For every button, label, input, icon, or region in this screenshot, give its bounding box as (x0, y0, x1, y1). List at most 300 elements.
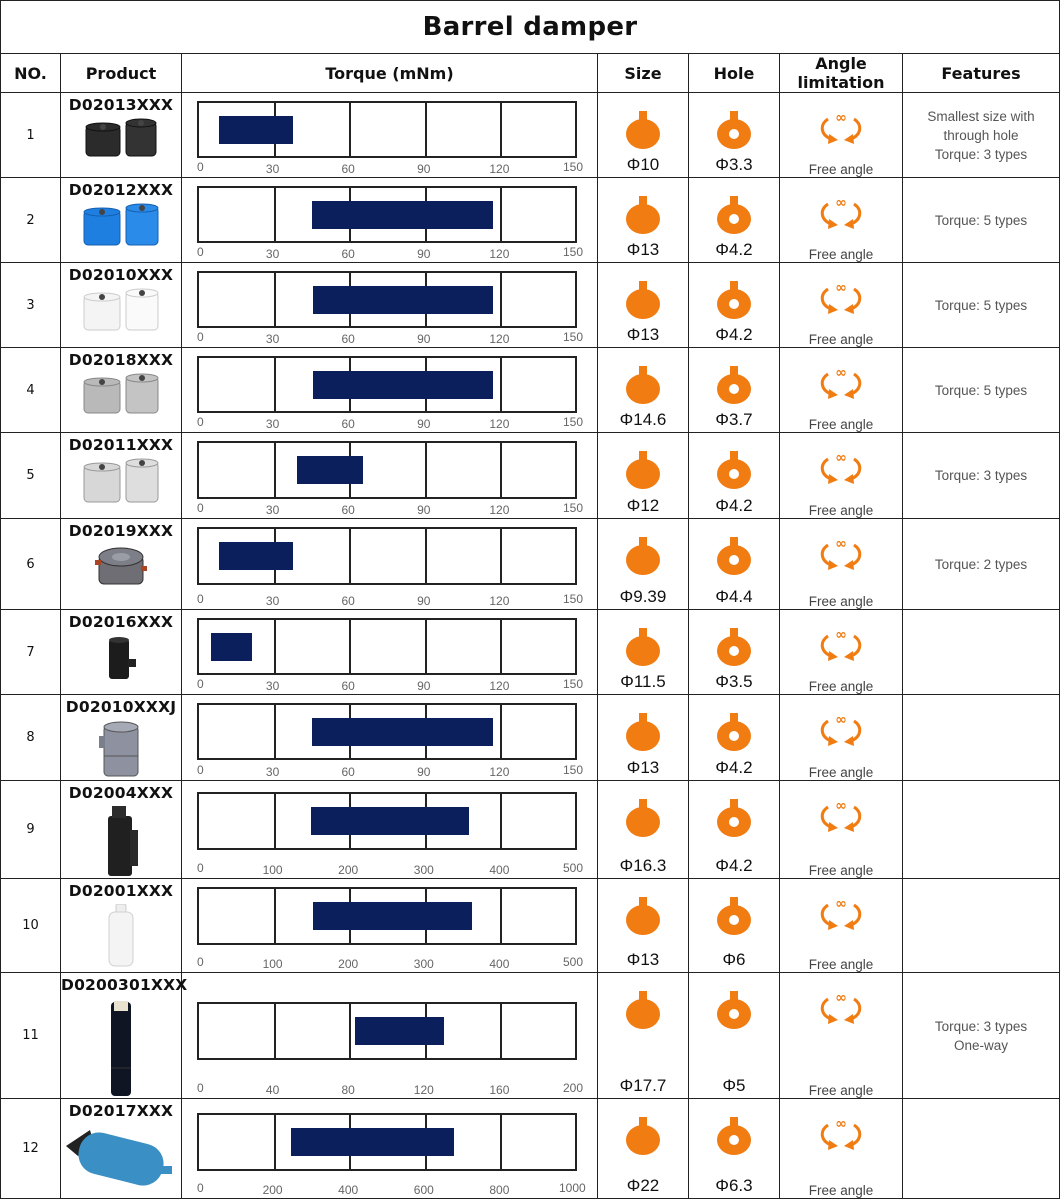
row-number: 6 (1, 519, 61, 610)
hole-cell (689, 973, 780, 1099)
torque-chart-frame (197, 1002, 577, 1060)
angle-label: Free angle (808, 503, 874, 518)
torque-chart (182, 178, 598, 263)
angle-cell (780, 610, 903, 695)
axis-tick-label: 150 (562, 677, 584, 691)
table-title: Barrel damper (1, 1, 1060, 54)
hole-cell (689, 695, 780, 781)
free-angle-icon (817, 1117, 865, 1157)
axis-tick-label: 150 (562, 592, 584, 606)
gridline (349, 1004, 351, 1058)
axis-tick-label: 90 (417, 332, 431, 346)
hole-value: Φ4.2 (715, 325, 753, 344)
axis-tick-label: 60 (341, 417, 355, 431)
gridline (425, 443, 427, 497)
axis-tick-label: 60 (341, 594, 355, 608)
features-cell (903, 1099, 1060, 1199)
axis-tick-label: 30 (265, 765, 280, 779)
axis-tick-label: 400 (489, 957, 510, 971)
table-row-7 (1, 610, 1060, 695)
hole-cell (689, 519, 780, 610)
axis-tick-label: 100 (262, 957, 283, 971)
gridline (500, 103, 502, 156)
torque-axis-ticks (197, 1181, 586, 1197)
free-angle-icon (817, 366, 865, 406)
product-cell (61, 178, 182, 263)
row-number: 10 (1, 879, 61, 973)
svg-text:∞: ∞ (835, 628, 847, 643)
axis-tick-label: 0 (197, 592, 204, 606)
features-cell (903, 433, 1060, 519)
size-icon (625, 713, 661, 757)
size-icon (625, 196, 661, 240)
angle-cell (780, 433, 903, 519)
torque-range-bar (355, 1017, 444, 1045)
hole-icon (716, 111, 752, 155)
svg-text:∞: ∞ (835, 366, 847, 381)
axis-tick-label: 800 (489, 1183, 510, 1197)
svg-text:∞: ∞ (835, 111, 847, 126)
product-code: D02012XXX (68, 181, 174, 199)
torque-chart-frame (197, 792, 577, 850)
size-cell (598, 973, 689, 1099)
feature-line: Torque: 2 types (934, 556, 1028, 572)
axis-tick-label: 90 (417, 247, 431, 261)
axis-tick-label: 150 (562, 501, 584, 515)
row-number: 8 (1, 695, 61, 781)
row-number: 7 (1, 610, 61, 695)
torque-chart (182, 519, 598, 610)
torque-axis-ticks (197, 1081, 584, 1097)
gridline (500, 188, 502, 241)
free-angle-icon (817, 897, 865, 937)
hole-cell (689, 879, 780, 973)
axis-tick-label: 120 (489, 162, 510, 176)
torque-chart-frame (197, 101, 577, 158)
axis-tick-label: 200 (338, 863, 359, 877)
angle-label: Free angle (808, 679, 874, 694)
size-value: Φ14.6 (619, 410, 667, 429)
axis-tick-label: 0 (197, 677, 204, 691)
product-cell (61, 695, 182, 781)
hole-cell (689, 263, 780, 348)
features-cell (903, 610, 1060, 695)
torque-axis-ticks (197, 245, 584, 261)
gridline (274, 273, 276, 326)
torque-chart (182, 610, 598, 695)
axis-tick-label: 30 (265, 332, 280, 346)
free-angle-icon (817, 281, 865, 321)
features-cell (903, 781, 1060, 879)
size-icon (625, 281, 661, 325)
axis-tick-label: 0 (197, 861, 204, 875)
row-number: 12 (1, 1099, 61, 1199)
torque-range-bar (313, 371, 493, 399)
torque-range-bar (313, 286, 493, 314)
torque-range-bar (311, 807, 469, 835)
size-cell (598, 695, 689, 781)
angle-cell (780, 93, 903, 178)
product-cell (61, 348, 182, 433)
size-value: Φ12 (626, 496, 660, 515)
free-angle-icon (817, 111, 865, 151)
hole-cell (689, 610, 780, 695)
axis-tick-label: 30 (265, 679, 280, 693)
features-cell (903, 263, 1060, 348)
torque-range-bar (312, 718, 493, 746)
header-size: Size (598, 54, 689, 93)
angle-label: Free angle (808, 247, 874, 262)
product-image (61, 904, 181, 968)
free-angle-icon (817, 451, 865, 491)
size-value: Φ13 (626, 950, 660, 969)
angle-label: Free angle (808, 957, 874, 972)
axis-tick-label: 120 (413, 1083, 434, 1097)
product-image (61, 1124, 181, 1190)
axis-tick-label: 120 (489, 765, 510, 779)
axis-tick-label: 30 (265, 503, 280, 517)
table-row-9 (1, 781, 1060, 879)
features-cell (903, 519, 1060, 610)
axis-tick-label: 200 (262, 1183, 283, 1197)
size-cell (598, 178, 689, 263)
gridline (274, 1115, 276, 1169)
torque-chart-frame (197, 441, 577, 499)
hole-value: Φ3.3 (715, 155, 753, 174)
gridline (500, 794, 502, 848)
gridline (500, 358, 502, 411)
size-value: Φ17.7 (619, 1076, 667, 1095)
torque-axis-ticks (197, 677, 584, 693)
torque-range-bar (219, 542, 293, 570)
angle-label: Free angle (808, 162, 874, 177)
torque-axis-ticks (197, 592, 584, 608)
torque-chart (182, 348, 598, 433)
size-cell (598, 781, 689, 879)
header-product: Product (61, 54, 182, 93)
feature-line: Smallest size with (927, 108, 1035, 124)
gridline (274, 1004, 276, 1058)
torque-chart (182, 433, 598, 519)
hole-icon (716, 196, 752, 240)
product-code: D02001XXX (68, 882, 174, 900)
axis-tick-label: 150 (562, 330, 584, 344)
hole-cell (689, 433, 780, 519)
product-code: D02011XXX (68, 436, 174, 454)
axis-tick-label: 0 (197, 763, 204, 777)
hole-icon (716, 537, 752, 581)
row-number: 3 (1, 263, 61, 348)
feature-line: One-way (954, 1037, 1009, 1053)
gridline (274, 794, 276, 848)
gridline (500, 620, 502, 673)
product-cell (61, 781, 182, 879)
product-cell (61, 263, 182, 348)
axis-tick-label: 500 (562, 861, 584, 875)
product-cell (61, 879, 182, 973)
axis-tick-label: 30 (265, 594, 280, 608)
gridline (349, 103, 351, 156)
svg-text:∞: ∞ (835, 451, 847, 466)
torque-chart (182, 263, 598, 348)
size-value: Φ13 (626, 325, 660, 344)
table-row-1 (1, 93, 1060, 178)
axis-tick-label: 150 (562, 245, 584, 259)
hole-cell (689, 178, 780, 263)
torque-range-bar (211, 633, 252, 661)
size-value: Φ13 (626, 240, 660, 259)
axis-tick-label: 0 (197, 955, 204, 969)
product-code: D02010XXX (68, 266, 174, 284)
torque-chart-frame (197, 1113, 577, 1171)
features-cell (903, 879, 1060, 973)
hole-value: Φ4.4 (715, 587, 753, 606)
gridline (500, 1115, 502, 1169)
size-value: Φ22 (626, 1176, 660, 1195)
product-image (61, 998, 181, 1098)
gridline (274, 705, 276, 758)
torque-chart (182, 1099, 598, 1199)
free-angle-icon (817, 537, 865, 577)
axis-tick-label: 60 (341, 332, 355, 346)
axis-tick-label: 300 (413, 957, 434, 971)
size-cell (598, 1099, 689, 1199)
feature-line: Torque: 3 types (934, 468, 1028, 483)
hole-icon (716, 366, 752, 410)
free-angle-icon (817, 628, 865, 668)
hole-icon (716, 897, 752, 941)
angle-cell (780, 348, 903, 433)
hole-icon (716, 713, 752, 757)
axis-tick-label: 100 (262, 863, 283, 877)
angle-label: Free angle (808, 332, 874, 347)
gridline (425, 620, 427, 673)
product-code: D02004XXX (68, 784, 174, 802)
hole-value: Φ3.5 (715, 672, 753, 691)
torque-axis-ticks (197, 160, 584, 176)
axis-tick-label: 150 (562, 415, 584, 429)
hole-icon (716, 628, 752, 672)
gridline (500, 443, 502, 497)
product-image (61, 118, 181, 160)
size-value: Φ13 (626, 758, 660, 777)
axis-tick-label: 0 (197, 1081, 204, 1095)
hole-cell (689, 348, 780, 433)
gridline (500, 273, 502, 326)
torque-range-bar (291, 1128, 454, 1156)
product-code: D02018XXX (68, 351, 174, 369)
angle-cell (780, 781, 903, 879)
angle-cell (780, 178, 903, 263)
product-image (61, 288, 181, 334)
torque-chart (182, 879, 598, 973)
axis-tick-label: 120 (489, 503, 510, 517)
torque-chart-frame (197, 356, 577, 413)
size-cell (598, 263, 689, 348)
torque-axis-ticks (197, 330, 584, 346)
gridline (274, 188, 276, 241)
axis-tick-label: 500 (562, 955, 584, 969)
row-number: 4 (1, 348, 61, 433)
size-cell (598, 610, 689, 695)
torque-axis-ticks (197, 955, 584, 971)
product-cell (61, 433, 182, 519)
product-cell (61, 519, 182, 610)
product-code: D02019XXX (68, 522, 174, 540)
angle-cell (780, 695, 903, 781)
axis-tick-label: 200 (562, 1081, 584, 1095)
torque-chart-frame (197, 527, 577, 585)
product-cell (61, 610, 182, 695)
gridline (274, 620, 276, 673)
row-number: 5 (1, 433, 61, 519)
axis-tick-label: 120 (489, 332, 510, 346)
gridline (500, 1004, 502, 1058)
hole-value: Φ4.2 (715, 758, 753, 777)
axis-tick-label: 1000 (558, 1181, 586, 1195)
row-number: 1 (1, 93, 61, 178)
svg-text:∞: ∞ (835, 196, 847, 211)
torque-range-bar (219, 116, 293, 144)
gridline (274, 889, 276, 943)
size-icon (625, 1117, 661, 1161)
size-value: Φ11.5 (620, 672, 666, 691)
hole-icon (716, 281, 752, 325)
product-image (61, 635, 181, 683)
product-image (61, 203, 181, 249)
feature-line: Torque: 5 types (934, 212, 1028, 228)
torque-axis-ticks (197, 501, 584, 517)
feature-line: through hole (943, 127, 1019, 143)
product-code: D02016XXX (68, 613, 174, 631)
size-icon (625, 537, 661, 581)
hole-icon (716, 1117, 752, 1161)
product-image (61, 806, 181, 878)
angle-label: Free angle (808, 1183, 874, 1198)
size-value: Φ9.39 (619, 587, 667, 606)
hole-value: Φ4.2 (715, 240, 753, 259)
gridline (274, 358, 276, 411)
axis-tick-label: 60 (341, 247, 355, 261)
product-image (61, 544, 181, 590)
axis-tick-label: 60 (341, 679, 355, 693)
torque-chart (182, 695, 598, 781)
feature-line: Torque: 3 types (934, 146, 1028, 162)
axis-tick-label: 300 (413, 863, 434, 877)
axis-tick-label: 120 (489, 247, 510, 261)
axis-tick-label: 60 (341, 765, 355, 779)
angle-cell (780, 879, 903, 973)
size-icon (625, 897, 661, 941)
hole-icon (716, 991, 752, 1035)
angle-cell (780, 1099, 903, 1199)
axis-tick-label: 30 (265, 247, 280, 261)
angle-label: Free angle (808, 1083, 874, 1098)
row-number: 9 (1, 781, 61, 879)
svg-text:∞: ∞ (835, 991, 847, 1006)
header-row (1, 54, 1060, 93)
torque-axis-ticks (197, 415, 584, 431)
axis-tick-label: 90 (417, 765, 431, 779)
axis-tick-label: 120 (489, 417, 510, 431)
torque-chart-frame (197, 618, 577, 675)
angle-cell (780, 519, 903, 610)
product-cell (61, 973, 188, 1099)
hole-icon (716, 799, 752, 843)
header-features: Features (903, 54, 1060, 93)
table-row-8 (1, 695, 1060, 781)
axis-tick-label: 30 (265, 162, 280, 176)
size-icon (625, 451, 661, 495)
gridline (349, 529, 351, 583)
torque-chart (182, 973, 598, 1099)
torque-axis-ticks (197, 861, 584, 877)
size-cell (598, 93, 689, 178)
axis-tick-label: 90 (417, 503, 431, 517)
axis-tick-label: 400 (489, 863, 510, 877)
axis-tick-label: 90 (417, 594, 431, 608)
torque-range-bar (312, 201, 493, 229)
product-image (61, 720, 181, 780)
svg-text:∞: ∞ (835, 537, 847, 552)
free-angle-icon (817, 196, 865, 236)
table-row-5 (1, 433, 1060, 519)
size-value: Φ16.3 (619, 856, 667, 875)
torque-chart (182, 781, 598, 879)
feature-line: Torque: 5 types (934, 382, 1028, 398)
torque-chart-frame (197, 271, 577, 328)
hole-cell (689, 93, 780, 178)
angle-label: Free angle (808, 765, 874, 780)
size-icon (625, 799, 661, 843)
table-row-11 (1, 973, 1060, 1099)
product-image (61, 373, 181, 417)
table-row-4 (1, 348, 1060, 433)
size-value: Φ10 (626, 155, 660, 174)
gridline (500, 705, 502, 758)
header-angle-limitation: Angle limitation (780, 54, 903, 93)
axis-tick-label: 600 (413, 1183, 434, 1197)
svg-text:∞: ∞ (835, 897, 847, 912)
gridline (500, 529, 502, 583)
feature-line: Torque: 5 types (934, 297, 1028, 313)
axis-tick-label: 80 (341, 1083, 355, 1097)
svg-text:∞: ∞ (835, 799, 847, 814)
product-code: D02013XXX (68, 96, 174, 114)
free-angle-icon (817, 799, 865, 839)
axis-tick-label: 120 (489, 679, 510, 693)
feature-line: Torque: 3 types (934, 1018, 1028, 1034)
axis-tick-label: 30 (265, 417, 280, 431)
hole-value: Φ6 (722, 950, 746, 969)
free-angle-icon (817, 991, 865, 1031)
angle-label: Free angle (808, 594, 874, 609)
gridline (425, 529, 427, 583)
features-cell (903, 348, 1060, 433)
axis-tick-label: 160 (489, 1083, 510, 1097)
header-hole: Hole (689, 54, 780, 93)
axis-tick-label: 90 (417, 679, 431, 693)
size-icon (625, 991, 661, 1035)
row-number: 11 (1, 973, 61, 1099)
hole-value: Φ4.2 (715, 856, 753, 875)
torque-chart (182, 93, 598, 178)
product-code: D02010XXXJ (65, 698, 177, 716)
size-cell (598, 433, 689, 519)
hole-value: Φ3.7 (715, 410, 753, 429)
axis-tick-label: 150 (562, 763, 584, 777)
gridline (425, 103, 427, 156)
